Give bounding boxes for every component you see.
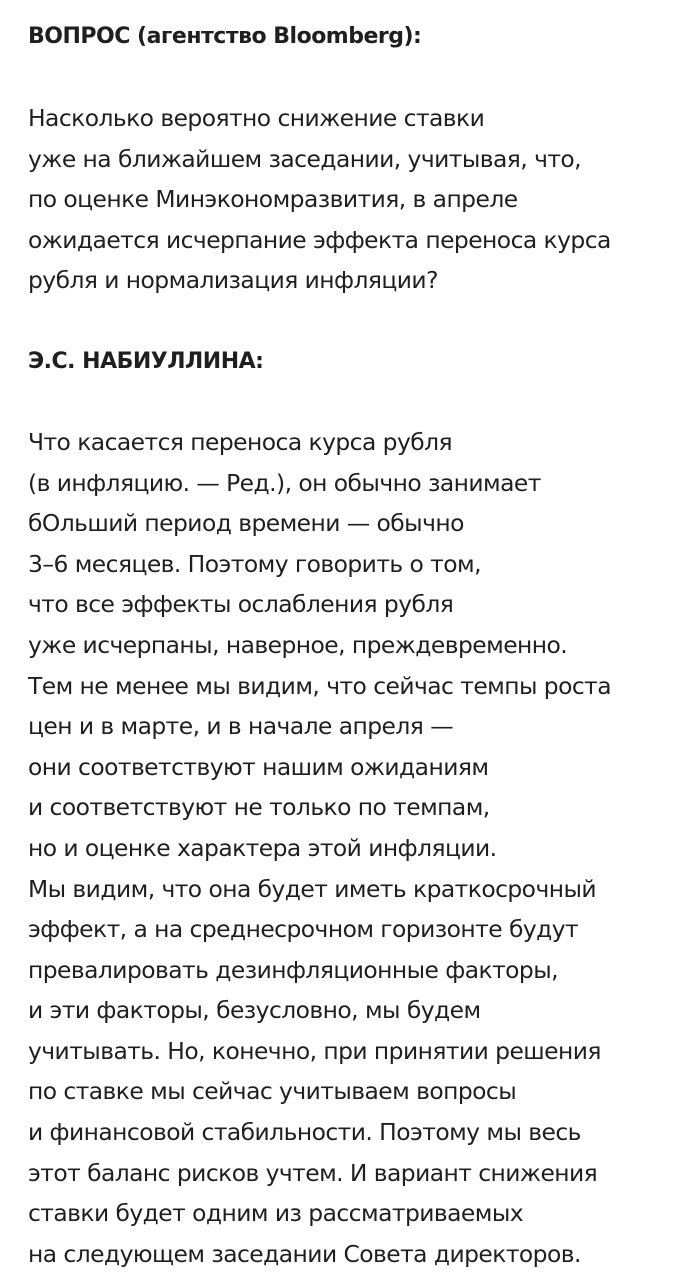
text-line: но и оценке характера этой инфляции.: [28, 833, 497, 862]
text-line: что все эффекты ослабления рубля: [28, 590, 454, 619]
text-line: уже исчерпаны, наверное, преждевременно.: [28, 630, 568, 659]
text-line: и соответствуют не только по темпам,: [28, 793, 490, 822]
text-line: бОльший период времени — обычно: [28, 509, 464, 538]
text-line: Мы видим, что она будет иметь краткосрочный: [28, 874, 597, 903]
text-line: и эти факторы, безусловно, мы будем: [28, 996, 481, 1025]
question-text: [28, 98, 678, 301]
text-line: (в инфляцию. — Ред.), он обычно занимает: [28, 468, 541, 497]
answer-speaker-heading: Э.С. НАБИУЛЛИНА:: [28, 348, 264, 374]
text-line: ожидается исчерпание эффекта переноса курса: [28, 225, 611, 254]
text-line: Что касается переноса курса рубля: [28, 427, 453, 456]
text-line: превалировать дезинфляционные факторы,: [28, 955, 559, 984]
text-line: по оценке Минэкономразвития, в апреле: [28, 185, 518, 214]
text-line: Насколько вероятно снижение ставки: [28, 104, 485, 132]
text-line: ставки будет одним из рассматриваемых: [28, 1199, 524, 1228]
answer-text: [28, 422, 678, 1274]
question-heading: ВОПРОС (агентство Bloomberg):: [28, 24, 422, 49]
text-line: на следующем заседании Совета директоров.: [28, 1239, 581, 1268]
text-line: учитывать. Но, конечно, при принятии решения: [28, 1036, 601, 1065]
article: [28, 17, 678, 1274]
text-line: уже на ближайшем заседании, учитывая, что,: [28, 144, 582, 173]
text-line: цен и в марте, и в начале апреля —: [28, 712, 454, 741]
text-line: рубля и нормализация инфляции?: [28, 266, 438, 295]
text-line: они соответствуют нашим ожиданиям: [28, 752, 489, 781]
text-line: этот баланс рисков учтем. И вариант снижения: [28, 1158, 598, 1187]
text-line: Тем не менее мы видим, что сейчас темпы роста: [28, 671, 612, 700]
text-line: 3–6 месяцев. Поэтому говорить о том,: [28, 549, 481, 578]
text-line: по ставке мы сейчас учитываем вопросы: [28, 1077, 517, 1106]
text-line: и финансовой стабильности. Поэтому мы весь: [28, 1118, 581, 1147]
text-line: эффект, а на среднесрочном горизонте будут: [28, 915, 579, 944]
